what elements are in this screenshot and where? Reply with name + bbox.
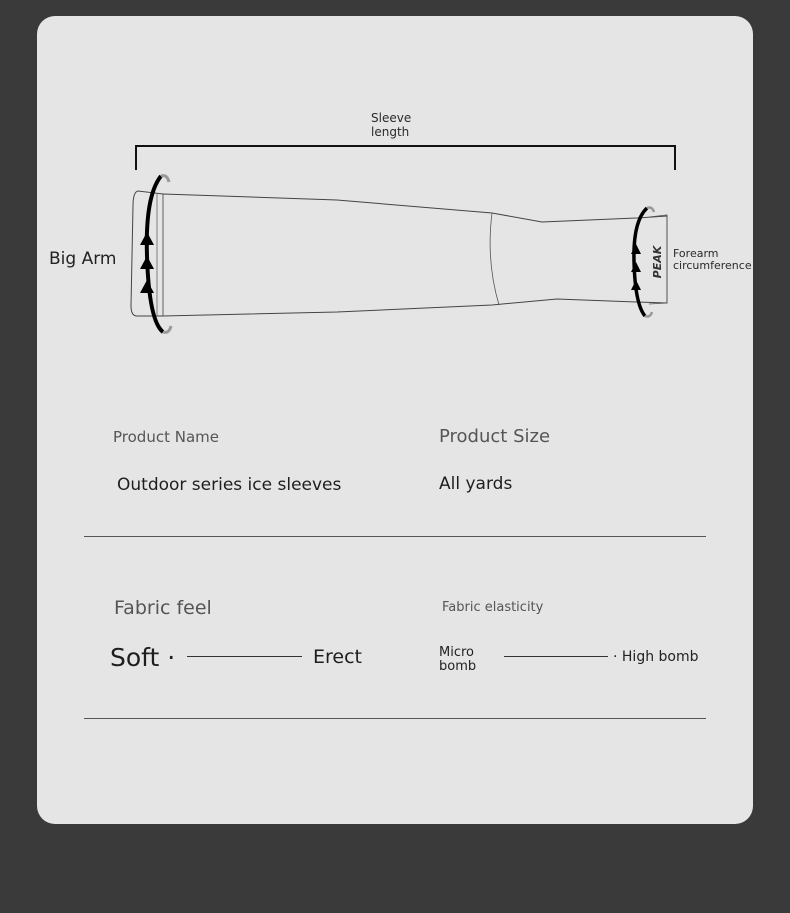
big-arm-label: Big Arm — [49, 249, 117, 269]
product-size-value: All yards — [439, 474, 513, 494]
sleeve-length-bracket — [136, 146, 675, 170]
big-arm-ring — [147, 176, 163, 332]
fabric-elasticity-high: · High bomb — [613, 649, 699, 665]
divider — [84, 536, 706, 537]
product-size-label: Product Size — [439, 426, 551, 447]
fabric-elasticity-label: Fabric elasticity — [442, 600, 544, 615]
fabric-feel-low: Soft · — [110, 643, 176, 672]
fabric-elasticity-low: Micro bomb — [439, 645, 477, 674]
sleeve-body — [163, 194, 667, 316]
arrow-icon — [140, 256, 154, 269]
fabric-feel-label: Fabric feel — [114, 597, 212, 619]
fabric-feel-high: Erect — [313, 646, 362, 668]
product-card — [37, 16, 753, 824]
product-name-label: Product Name — [113, 428, 219, 446]
sleeve-length-label: Sleeve length — [371, 111, 412, 139]
fabric-elasticity-scale — [504, 656, 608, 657]
fabric-feel-scale — [187, 656, 302, 657]
arrow-icon — [140, 280, 154, 293]
divider — [84, 718, 706, 719]
brand-logo: PEAK — [651, 245, 664, 279]
product-name-value: Outdoor series ice sleeves — [117, 475, 342, 495]
forearm-label: Forearm circumference — [673, 247, 752, 272]
sleeve-diagram — [37, 16, 753, 376]
arrow-icon — [140, 232, 154, 245]
